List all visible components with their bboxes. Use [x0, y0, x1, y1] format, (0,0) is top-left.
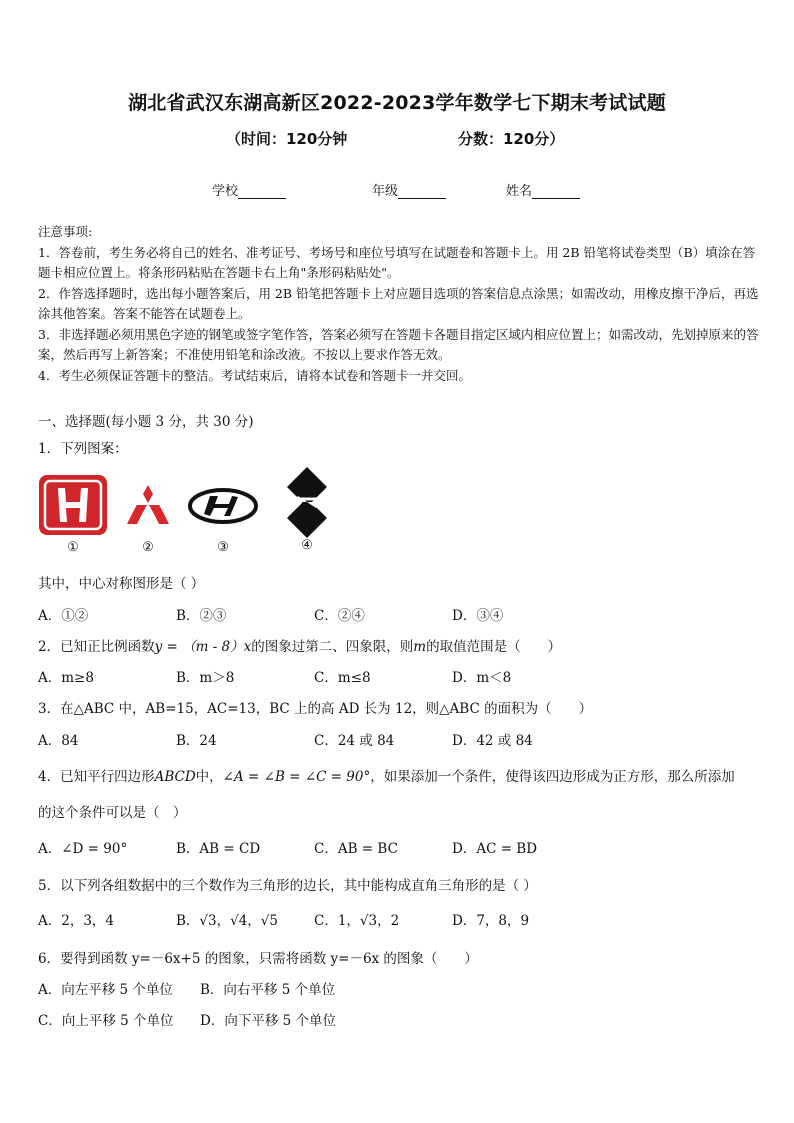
q6-option-d: D．向下平移 5 个单位: [200, 1013, 336, 1029]
grade-label: 年级: [372, 184, 399, 199]
q1-ask: 其中，中心对称图形是（ ）: [38, 576, 205, 592]
hyundai-logo-icon: [188, 488, 258, 524]
q1-label-2: ②: [142, 540, 154, 555]
q2-option-b: B．m＞8: [176, 670, 235, 686]
q2-stem: [38, 635, 561, 655]
q4-mid: 中，: [195, 769, 223, 785]
notice-item-2: 2．作答选择题时，选出每小题答案后，用 2B 铅笔把答题卡上对应题目选项的答案信息点涂黑；如需改动，用橡皮擦干净后，再选涂其他答案。答案不能答在试题卷上。: [38, 285, 759, 321]
score-label: 分数：120分）: [458, 130, 565, 148]
grade-blank: [398, 186, 446, 199]
q4-option-a: A．∠D = 90°: [38, 841, 128, 857]
q4-option-b: B．AB = CD: [176, 841, 261, 857]
q1-option-d: D．③④: [452, 608, 504, 624]
diamond-logo-icon: [284, 466, 330, 538]
section-heading: 一、选择题(每小题 3 分，共 30 分): [38, 414, 254, 430]
q6-stem: 6．要得到函数 y=－6x+5 的图象，只需将函数 y=－6x 的图象（ ）: [38, 951, 478, 967]
grade-field: [372, 180, 446, 199]
q5-stem: 5．以下列各组数据中的三个数作为三角形的边长，其中能构成直角三角形的是（ ）: [38, 878, 537, 894]
q1-label-4: ④: [301, 538, 313, 553]
q2-formula: y = （m - 8）x: [154, 639, 252, 655]
q5-option-d: D．7，8，9: [452, 913, 530, 929]
mitsubishi-logo-icon: [126, 484, 170, 526]
q3-option-b: B．24: [176, 733, 217, 749]
q2-end: 的取值范围是（ ）: [426, 639, 562, 655]
q1-option-c: C．②④: [314, 608, 365, 624]
q5-option-b: B．√3，√4，√5: [176, 913, 278, 929]
q2-post: 的图象过第二、四象限，则: [251, 639, 414, 655]
q1-option-b: B．②③: [176, 608, 227, 624]
q6-option-a: A．向左平移 5 个单位: [38, 982, 173, 998]
name-field: [506, 180, 580, 199]
q4-shape: ABCD: [154, 769, 196, 785]
notice-heading: 注意事项:: [38, 224, 93, 239]
school-blank: [238, 186, 286, 199]
q2-option-d: D．m＜8: [452, 670, 512, 686]
school-field: [212, 180, 286, 199]
honda-logo-icon: [38, 474, 108, 536]
q6-option-b: B．向右平移 5 个单位: [200, 982, 336, 998]
school-label: 学校: [212, 184, 239, 199]
q4-option-d: D．AC = BD: [452, 841, 538, 857]
q1-label-3: ③: [217, 540, 229, 555]
q1-option-a: A．①②: [38, 608, 89, 624]
q4-line1: [38, 765, 735, 785]
exam-title: 湖北省武汉东湖高新区2022-2023学年数学七下期末考试试题: [128, 92, 666, 114]
name-label: 姓名: [506, 184, 533, 199]
q2-pre: 2．已知正比例函数: [38, 639, 155, 655]
q2-option-c: C．m≤8: [314, 670, 371, 686]
q6-option-c: C．向上平移 5 个单位: [38, 1013, 174, 1029]
notice-item-3: 3．非选择题必须用黑色字迹的钢笔或签字笔作答，答案必须写在答题卡各题目指定区域内相应位置上；如需改动，先划掉原来的答案，然后再写上新答案；不准使用铅笔和涂改液。不按以上要求作答无效。: [38, 326, 759, 362]
q4-post: ，如果添加一个条件，使得该四边形成为正方形，那么所添加: [370, 769, 735, 785]
q2-option-a: A．m≥8: [38, 670, 94, 686]
notice-item-4: 4．考生必须保证答题卡的整洁。考试结束后，请将本试卷和答题卡一并交回。: [38, 367, 471, 383]
name-blank: [532, 186, 580, 199]
time-label: （时间：120分钟: [226, 130, 348, 148]
q4-option-c: C．AB = BC: [314, 841, 398, 857]
q4-pre: 4．已知平行四边形: [38, 769, 155, 785]
q5-option-c: C．1，√3，2: [314, 913, 400, 929]
q1-stem: 1．下列图案：: [38, 441, 128, 457]
q2-var: m: [413, 639, 427, 655]
notice-item-1: 1．答卷前，考生务必将自己的姓名、准考证号、考场号和座位号填写在试题卷和答题卡上。用 2B 铅笔将试卷类型（B）填涂在答题卡相应位置上。将条形码粘贴在答题卡右上角"条形码粘贴处"。: [38, 244, 756, 280]
notice-block: [38, 222, 760, 386]
q3-option-c: C．24 或 84: [314, 733, 395, 749]
q3-option-d: D．42 或 84: [452, 733, 533, 749]
q3-stem: 3．在△ABC 中，AB=15，AC=13，BC 上的高 AD 长为 12，则△ABC 的面积为（ ）: [38, 701, 593, 717]
q4-cond: ∠A = ∠B = ∠C = 90°: [222, 769, 371, 785]
q3-option-a: A．84: [38, 733, 79, 749]
q1-label-1: ①: [67, 540, 79, 555]
q5-option-a: A．2，3，4: [38, 913, 115, 929]
q4-line2: 的这个条件可以是（ ）: [38, 805, 187, 821]
